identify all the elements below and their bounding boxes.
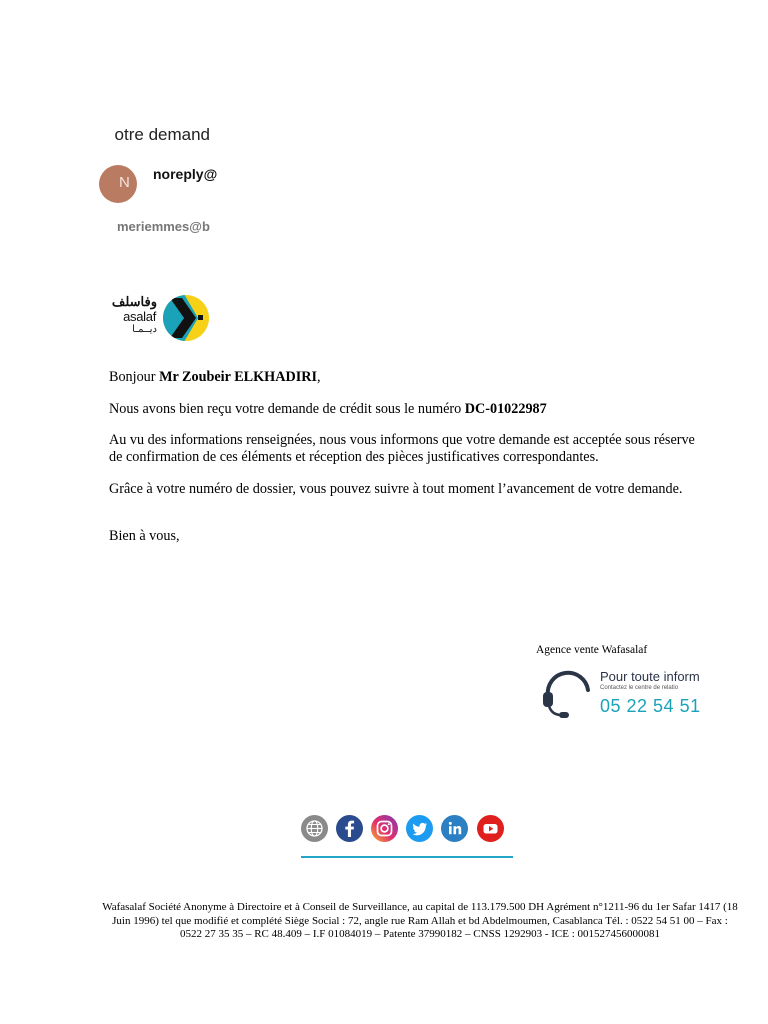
- logo-wordmark: [111, 294, 157, 342]
- logo-arabic-top: وفاسلف: [111, 294, 157, 309]
- agency-signature: Agence vente Wafasalaf: [536, 644, 648, 656]
- dossier-number: DC-01022987: [464, 401, 547, 417]
- greeting: [109, 369, 709, 386]
- recipient-name: Mr Zoubeir ELKHADIRI: [159, 369, 317, 385]
- headset-icon: [540, 668, 600, 720]
- footer-divider: [301, 856, 513, 858]
- logo-latin: asalaf: [123, 309, 156, 324]
- email-recipient-text: meriemmes@b: [117, 219, 210, 234]
- facebook-icon[interactable]: [336, 815, 363, 842]
- email-subject-text: otre demand: [114, 125, 210, 144]
- avatar-initial: N: [119, 174, 130, 191]
- paragraph-tracking: Grâce à votre numéro de dossier, vous pouvez suivre à tout moment l’avancement de votre demande.: [109, 481, 683, 497]
- support-banner[interactable]: [538, 666, 701, 722]
- email-sender: [153, 166, 218, 186]
- email-sender-text: noreply@: [153, 166, 218, 182]
- globe-icon[interactable]: [301, 815, 328, 842]
- paragraph-acceptance: Au vu des informations renseignées, nous vous informons que votre demande est acceptée sous réserve de confirmation de ces éléments et réception des pièces justificatives correspondantes.: [109, 432, 695, 465]
- email-recipient: [117, 218, 210, 236]
- receipt-text: Nous avons bien reçu votre demande de crédit sous le numéro: [109, 401, 465, 417]
- avatar-circle: [99, 165, 137, 203]
- youtube-icon[interactable]: [477, 815, 504, 842]
- twitter-icon[interactable]: [406, 815, 433, 842]
- greeting-suffix: ,: [316, 369, 321, 385]
- wafasalaf-logo-icon: [162, 294, 210, 342]
- legal-footer: Wafasalaf Société Anonyme à Directoire et à Conseil de Surveillance, au capital de 113.179.500 DH Agrément n°1211-96 du 1er Safar 1417 (18 Juin 1996) tel que modifié et complété Siège Social : 72, angle rue Ram Allah et bd Abdelmoumen, Casablanca Tél. : 0522 54 51 00 – Fax : 0522 27 35 35 – RC 48.409 – I.F 01084019 – Patente 37990182 – CNSS 1292903 - ICE : 001527456000081: [102, 901, 738, 940]
- sender-avatar: [117, 165, 137, 203]
- logo-arabic-bottom: ديــمـا: [132, 324, 157, 335]
- instagram-icon[interactable]: [371, 815, 398, 842]
- support-phone[interactable]: 05 22 54 51: [600, 696, 701, 716]
- support-subtitle: Contactez le centre de relatio: [600, 685, 679, 691]
- support-title: Pour toute inform: [600, 669, 700, 684]
- closing: Bien à vous,: [109, 528, 180, 544]
- email-subject: [114, 125, 210, 149]
- greeting-prefix: Bonjour: [109, 369, 160, 385]
- paragraph-receipt: [109, 401, 709, 418]
- linkedin-icon[interactable]: [441, 815, 468, 842]
